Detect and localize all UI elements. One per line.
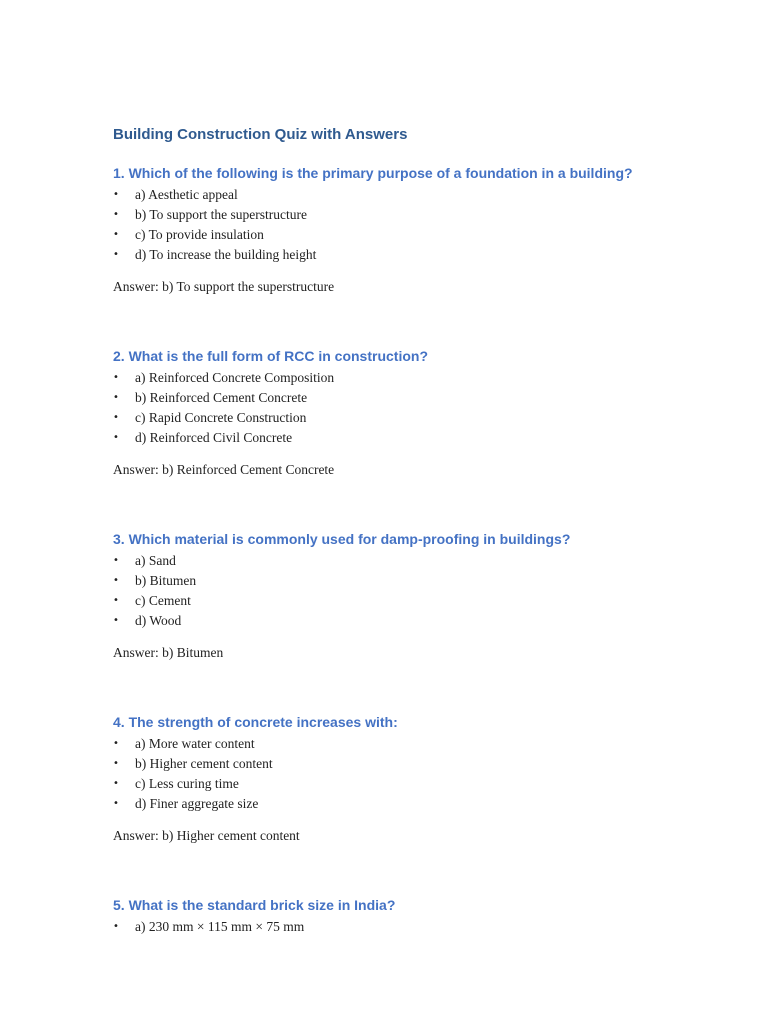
option-text: b) To support the superstructure <box>135 207 308 222</box>
option-item <box>113 571 713 591</box>
bullet-icon: • <box>113 758 119 769</box>
option-item <box>113 734 713 754</box>
bullet-icon: • <box>113 189 119 200</box>
question-block <box>113 710 713 846</box>
bullet-icon: • <box>113 209 119 220</box>
option-list <box>113 551 713 631</box>
option-text: c) To provide insulation <box>135 227 264 242</box>
option-item <box>113 245 713 265</box>
option-text: a) Aesthetic appeal <box>135 187 238 202</box>
option-text: a) Reinforced Concrete Composition <box>135 370 335 385</box>
option-item <box>113 225 713 245</box>
bullet-icon: • <box>113 249 119 260</box>
question-block <box>113 344 713 480</box>
question-heading: 5. What is the standard brick size in India? <box>113 897 396 913</box>
question-block <box>113 893 713 937</box>
bullet-icon: • <box>113 921 119 932</box>
option-item <box>113 917 713 937</box>
option-text: d) Finer aggregate size <box>135 796 259 811</box>
option-item <box>113 185 713 205</box>
bullet-icon: • <box>113 555 119 566</box>
bullet-icon: • <box>113 738 119 749</box>
question-heading: 3. Which material is commonly used for damp-proofing in buildings? <box>113 531 571 547</box>
option-item <box>113 368 713 388</box>
option-text: d) To increase the building height <box>135 247 317 262</box>
option-item <box>113 428 713 448</box>
bullet-icon: • <box>113 432 119 443</box>
question-heading: 1. Which of the following is the primary purpose of a foundation in a building? <box>113 165 633 181</box>
option-item <box>113 754 713 774</box>
document-title: Building Construction Quiz with Answers <box>113 126 408 143</box>
bullet-icon: • <box>113 372 119 383</box>
option-list <box>113 734 713 814</box>
question-block <box>113 527 713 663</box>
option-text: b) Reinforced Cement Concrete <box>135 390 308 405</box>
option-list <box>113 185 713 265</box>
option-text: c) Cement <box>135 593 191 608</box>
bullet-icon: • <box>113 412 119 423</box>
option-text: c) Rapid Concrete Construction <box>135 410 307 425</box>
option-text: a) 230 mm × 115 mm × 75 mm <box>135 919 305 934</box>
question-heading: 4. The strength of concrete increases with: <box>113 714 398 730</box>
option-item <box>113 551 713 571</box>
bullet-icon: • <box>113 229 119 240</box>
option-text: d) Reinforced Civil Concrete <box>135 430 293 445</box>
bullet-icon: • <box>113 595 119 606</box>
option-text: d) Wood <box>135 613 182 628</box>
option-item <box>113 611 713 631</box>
option-item <box>113 408 713 428</box>
question-heading: 2. What is the full form of RCC in construction? <box>113 348 428 364</box>
option-item <box>113 591 713 611</box>
option-text: a) More water content <box>135 736 255 751</box>
question-block <box>113 161 713 297</box>
option-item <box>113 774 713 794</box>
bullet-icon: • <box>113 778 119 789</box>
answer-text: Answer: b) To support the superstructure <box>113 279 335 294</box>
bullet-icon: • <box>113 615 119 626</box>
option-text: b) Higher cement content <box>135 756 273 771</box>
option-item <box>113 388 713 408</box>
bullet-icon: • <box>113 798 119 809</box>
question-list <box>113 161 713 937</box>
answer-text: Answer: b) Bitumen <box>113 645 224 660</box>
bullet-icon: • <box>113 392 119 403</box>
answer-text: Answer: b) Higher cement content <box>113 828 300 843</box>
option-text: b) Bitumen <box>135 573 197 588</box>
answer-text: Answer: b) Reinforced Cement Concrete <box>113 462 335 477</box>
bullet-icon: • <box>113 575 119 586</box>
document-body <box>113 123 713 937</box>
option-item <box>113 794 713 814</box>
option-item <box>113 205 713 225</box>
option-list <box>113 368 713 448</box>
option-text: a) Sand <box>135 553 176 568</box>
option-list <box>113 917 713 937</box>
option-text: c) Less curing time <box>135 776 239 791</box>
